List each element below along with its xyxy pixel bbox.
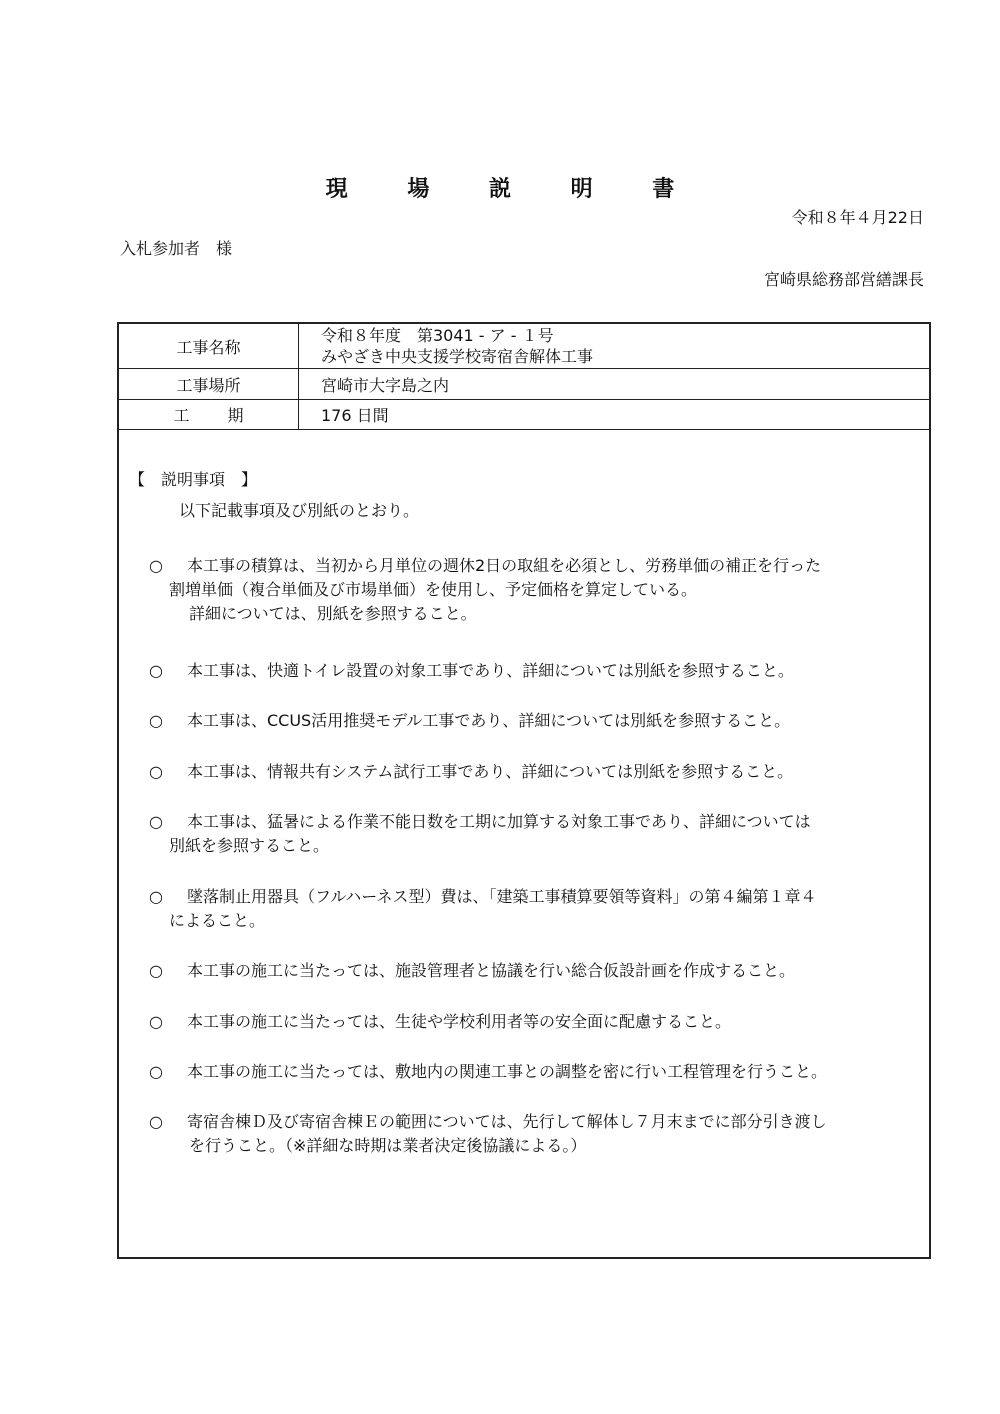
note-item [149, 1060, 915, 1084]
project-place-label: 工事場所 [119, 369, 299, 400]
circle-bullet-icon: ○ [149, 961, 163, 980]
notes-heading: 【 説明事項 】 [129, 470, 258, 489]
note-item [149, 959, 915, 983]
note-line: 本工事の積算は、当初から月単位の週休2日の取組を必須とし、労務単価の補正を行った [187, 556, 822, 575]
recipient: 入札参加者 様 [120, 239, 233, 258]
project-period-label-cell [119, 400, 299, 430]
note-item [149, 760, 915, 784]
note-line: を行うこと。（※詳細な時期は業者決定後協議による。） [189, 1136, 587, 1155]
note-item [149, 885, 915, 933]
note-line: 本工事の施工に当たっては、施設管理者と協議を行い総合仮設計画を作成すること。 [187, 961, 796, 980]
note-item [149, 709, 915, 733]
document-title: 現 場 説 明 書 [325, 177, 701, 202]
project-period-value: 176 日間 [299, 400, 930, 430]
circle-bullet-icon: ○ [149, 887, 163, 906]
note-line: 寄宿舎棟Ｄ及び寄宿舎棟Ｅの範囲については、先行して解体し７月末までに部分引き渡し [187, 1112, 827, 1131]
note-line: によること。 [169, 911, 266, 930]
explanation-frame [117, 322, 931, 1259]
notes-intro: 以下記載事項及び別紙のとおり。 [179, 501, 420, 520]
circle-bullet-icon: ○ [149, 1012, 163, 1031]
circle-bullet-icon: ○ [149, 661, 163, 680]
note-line: 本工事は、猛暑による作業不能日数を工期に加算する対象工事であり、詳細については [187, 812, 811, 831]
issuer: 宮崎県総務部営繕課長 [763, 270, 924, 289]
note-line: 別紙を参照すること。 [169, 836, 330, 855]
note-line: 詳細については、別紙を参照すること。 [189, 604, 477, 623]
note-item [149, 810, 915, 858]
project-info-table [119, 324, 929, 430]
project-place-row [119, 369, 929, 400]
project-name-value [299, 324, 930, 369]
note-line: 本工事は、情報共有システム試行工事であり、詳細については別紙を参照すること。 [187, 762, 794, 781]
issue-date: 令和８年４月22日 [791, 208, 924, 227]
project-period-row [119, 400, 929, 430]
project-name-line1: 令和８年度 第3041 - ア - １号 [321, 326, 554, 345]
project-period-label: 工期 [173, 406, 282, 425]
circle-bullet-icon: ○ [149, 812, 163, 831]
project-name-line2: みやざき中央支援学校寄宿舎解体工事 [321, 347, 594, 366]
circle-bullet-icon: ○ [149, 1062, 163, 1081]
circle-bullet-icon: ○ [149, 711, 163, 730]
note-line: 本工事は、CCUS活用推奨モデル工事であり、詳細については別紙を参照すること。 [187, 711, 791, 730]
circle-bullet-icon: ○ [149, 1112, 163, 1131]
note-item [149, 1110, 915, 1158]
circle-bullet-icon: ○ [149, 762, 163, 781]
note-item [149, 1010, 915, 1034]
note-line: 墜落制止用器具（フルハーネス型）費は、「建築工事積算要領等資料」の第４編第１章４ [187, 887, 817, 906]
note-item [149, 659, 915, 683]
note-item [149, 554, 915, 626]
project-name-label: 工事名称 [119, 324, 299, 369]
note-line: 本工事の施工に当たっては、生徒や学校利用者等の安全面に配慮すること。 [187, 1012, 732, 1031]
note-line: 本工事の施工に当たっては、敷地内の関連工事との調整を密に行い工程管理を行うこと。 [187, 1062, 828, 1081]
circle-bullet-icon: ○ [149, 556, 163, 575]
project-place-value: 宮崎市大字島之内 [299, 369, 930, 400]
note-line: 本工事は、快適トイレ設置の対象工事であり、詳細については別紙を参照すること。 [187, 661, 794, 680]
note-line: 割増単価（複合単価及び市場単価）を使用し、予定価格を算定している。 [169, 580, 698, 599]
project-name-row [119, 324, 929, 369]
